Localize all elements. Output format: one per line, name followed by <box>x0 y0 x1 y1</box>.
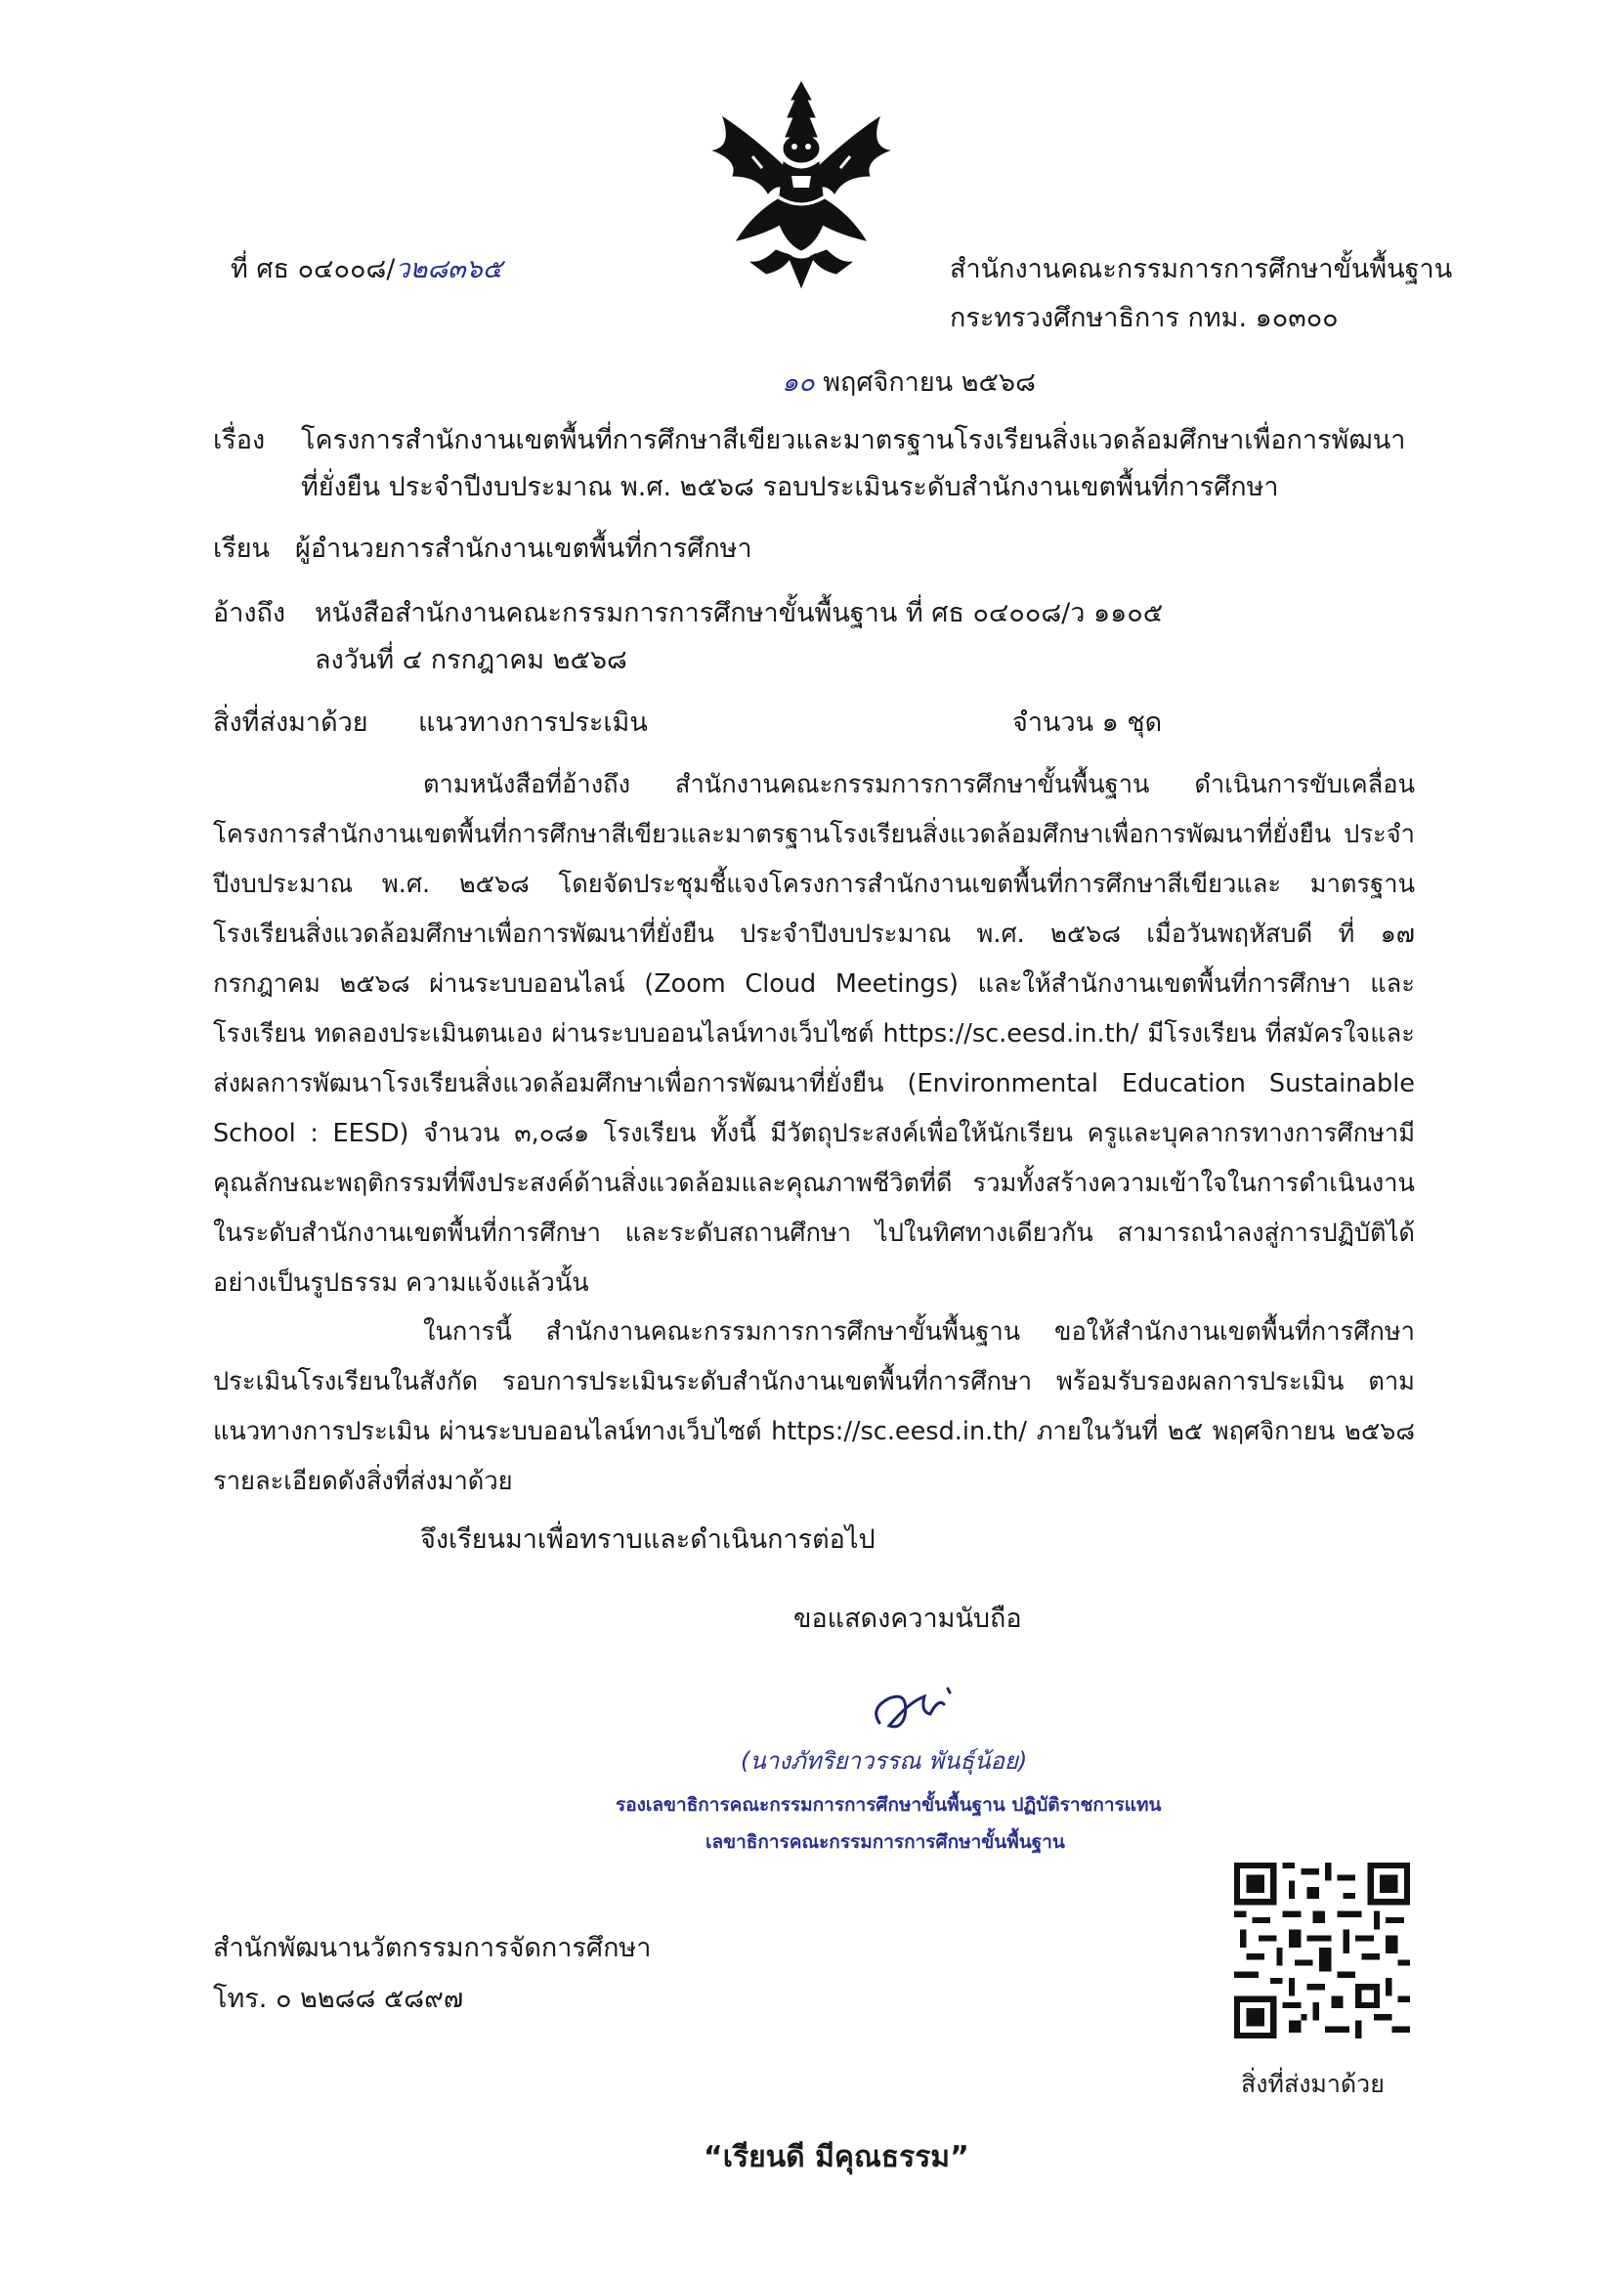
letter-date <box>782 369 1036 396</box>
signer-title-line2: เลขาธิการคณะกรรมการการศึกษาขั้นพื้นฐาน <box>705 1831 1065 1853</box>
date-day-handwritten: ๑๐ <box>782 367 815 398</box>
issuer-office: สำนักงานคณะกรรมการการศึกษาขั้นพื้นฐาน <box>950 254 1453 284</box>
closing-request: จึงเรียนมาเพื่อทราบและดำเนินการต่อไป <box>420 1524 876 1555</box>
reference-number-prefix: ที่ ศธ ๐๔๐๐๘/ <box>231 254 396 284</box>
issuer-address: กระทรวงศึกษาธิการ กทม. ๑๐๓๐๐ <box>950 303 1339 333</box>
body-paragraph-1: ตามหนังสือที่อ้างถึง สำนักงานคณะกรรมการการศึกษาขั้นพื้นฐาน ดำเนินการขับเคลื่อน โครงการสำนักงานเขตพื้นที่การศึกษาสีเขียวและมาตรฐานโรงเรียนสิ่งแวดล้อมศึกษาเพื่อการพัฒนาที่ยั่งยืน ประจำปีงบประมาณ พ.ศ. ๒๕๖๘ โดยจัดประชุมชี้แจงโครงการสำนักงานเขตพื้นที่การศึกษาสีเขียวและ มาตรฐานโรงเรียนสิ่งแวดล้อมศึกษาเพื่อการพัฒนาที่ยั่งยืน ประจำปีงบประมาณ พ.ศ. ๒๕๖๘ เมื่อวันพฤหัสบดี ที่ ๑๗ กรกฎาคม ๒๕๖๘ ผ่านระบบออนไลน์ (Zoom Cloud Meetings) และให้สำนักงานเขตพื้นที่การศึกษา และโรงเรียน ทดลองประเมินตนเอง ผ่านระบบออนไลน์ทางเว็บไซต์ https://sc.eesd.in.th/ มีโรงเรียน ที่สมัครใจและส่งผลการพัฒนาโรงเรียนสิ่งแวดล้อมศึกษาเพื่อการพัฒนาที่ยั่งยืน (Environmental Education Sustainable School : EESD) จำนวน ๓,๐๘๑ โรงเรียน ทั้งนี้ มีวัตถุประสงค์เพื่อให้นักเรียน ครูและบุคลากรทางการศึกษามีคุณลักษณะพฤติกรรมที่พึงประสงค์ด้านสิ่งแวดล้อมและคุณภาพชีวิตที่ดี รวมทั้งสร้างความเข้าใจในการดำเนินงาน ในระดับสำนักงานเขตพื้นที่การศึกษา และระดับสถานศึกษา ไปในทิศทางเดียวกัน สามารถนำลงสู่การปฏิบัติได้อย่างเป็นรูปธรรม ความแจ้งแล้วนั้น <box>213 770 1415 1298</box>
body-paragraph-2: ในการนี้ สำนักงานคณะกรรมการการศึกษาขั้นพื้นฐาน ขอให้สำนักงานเขตพื้นที่การศึกษา ประเมินโรงเรียนในสังกัด รอบการประเมินระดับสำนักงานเขตพื้นที่การศึกษา พร้อมรับรองผลการประเมิน ตามแนวทางการประเมิน ผ่านระบบออนไลน์ทางเว็บไซต์ https://sc.eesd.in.th/ ภายในวันที่ ๒๕ พฤศจิกายน ๒๕๖๘ รายละเอียดดังสิ่งที่ส่งมาด้วย <box>213 1317 1415 1496</box>
qr-caption: สิ่งที่ส่งมาด้วย <box>1241 2070 1385 2098</box>
garuda-emblem <box>694 78 909 293</box>
qr-code[interactable] <box>1234 1863 1410 2038</box>
reference-number-handwritten: ว๒๘๓๖๕ <box>395 254 503 284</box>
recipient-label: เรียน <box>213 534 271 564</box>
motto: “เรียนดี มีคุณธรรม” <box>704 2140 969 2174</box>
reference-label: อ้างถึง <box>213 598 286 628</box>
footer-phone: โทร. ๐ ๒๒๘๘ ๕๘๙๗ <box>213 1984 464 2014</box>
subject-line1: โครงการสำนักงานเขตพื้นที่การศึกษาสีเขียวและมาตรฐานโรงเรียนสิ่งแวดล้อมศึกษาเพื่อการพัฒนา <box>301 425 1406 455</box>
salutation: ขอแสดงความนับถือ <box>793 1604 1022 1634</box>
recipient: ผู้อำนวยการสำนักงานเขตพื้นที่การศึกษา <box>295 534 752 564</box>
signature-image <box>860 1669 967 1737</box>
subject-line2: ที่ยั่งยืน ประจำปีงบประมาณ พ.ศ. ๒๕๖๘ รอบประเมินระดับสำนักงานเขตพื้นที่การศึกษา <box>301 472 1279 502</box>
footer-office: สำนักพัฒนานวัตกรรมการจัดการศึกษา <box>213 1933 652 1963</box>
reference-line1: หนังสือสำนักงานคณะกรรมการการศึกษาขั้นพื้นฐาน ที่ ศธ ๐๔๐๐๘/ว ๑๑๐๕ <box>315 598 1164 628</box>
signer-title-line1: รองเลขาธิการคณะกรรมการการศึกษาขั้นพื้นฐาน ปฏิบัติราชการแทน <box>616 1794 1162 1816</box>
enclosure-count: จำนวน ๑ ชุด <box>1012 708 1163 738</box>
subject-label: เรื่อง <box>213 425 266 455</box>
reference-number <box>231 256 502 282</box>
date-month-year: พฤศจิกายน ๒๕๖๘ <box>823 367 1036 398</box>
reference-line2: ลงวันที่ ๔ กรกฎาคม ๒๕๖๘ <box>315 645 627 675</box>
enclosure-label: สิ่งที่ส่งมาด้วย <box>213 708 368 738</box>
enclosure-item: แนวทางการประเมิน <box>418 708 648 738</box>
signer-name: (นางภัทริยาวรรณ พันธุ์น้อย) <box>741 1747 1028 1775</box>
